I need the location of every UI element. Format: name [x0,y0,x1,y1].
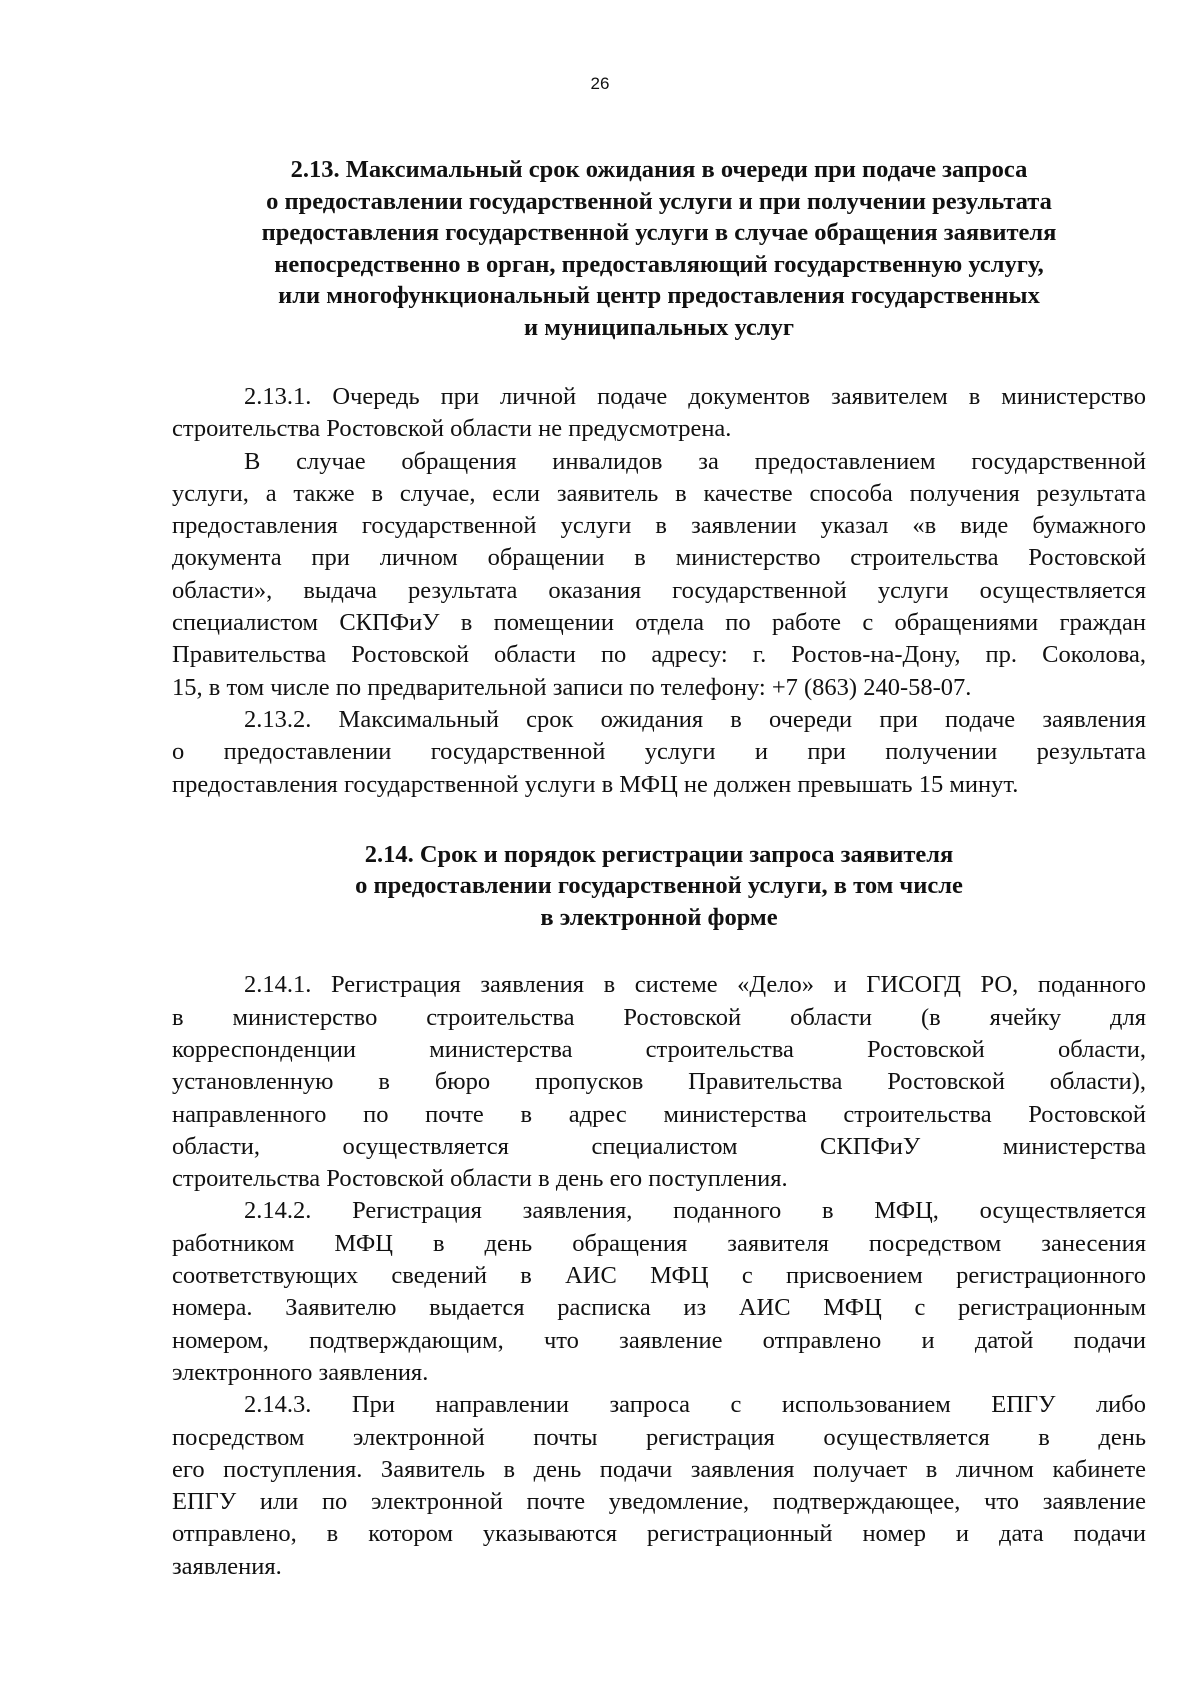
page-number: 26 [590,74,610,93]
text-line: электронного заявления. [172,1358,429,1386]
document-body [172,154,1146,1583]
text-line: заявления. [172,1552,282,1580]
text-line: ЕПГУ или по электронной почте уведомление, подтверждающее, что заявление [172,1488,1146,1516]
section-2-14-heading [172,839,1146,934]
paragraph-disabled-applicants [172,446,1146,704]
text-line: 2.14.1. Регистрация заявления в системе «Дело» и ГИСОГД РО, поданного [244,971,1146,999]
text-line: в министерство строительства Ростовской области (в ячейку для [172,1003,1146,1031]
text-line: предоставления государственной услуги в МФЦ не должен превышать 15 минут. [172,770,1019,798]
text-line: специалистом СКПФиУ в помещении отдела по работе с обращениями граждан [172,609,1146,637]
heading-line: в электронной форме [540,903,778,931]
paragraph-2-14-2 [172,1195,1146,1389]
text-line: посредством электронной почты регистрация осуществляется в день [172,1423,1146,1451]
heading-line: предоставления государственной услуги в случае обращения заявителя [261,219,1057,246]
text-line: 2.14.2. Регистрация заявления, поданного в МФЦ, осуществляется [244,1197,1146,1225]
text-line: Правительства Ростовской области по адресу: г. Ростов-на-Дону, пр. Соколова, [172,641,1146,669]
text-line: предоставления государственной услуги в заявлении указал «в виде бумажного [172,512,1146,540]
heading-line: или многофункциональный центр предоставления государственных [278,282,1040,309]
heading-line: и муниципальных услуг [523,313,795,341]
text-line: номером, подтверждающим, что заявление отправлено и датой подачи [172,1326,1146,1354]
text-line: направленного по почте в адрес министерства строительства Ростовской [172,1100,1146,1128]
paragraph-2-13-2 [172,704,1146,801]
text-line: 2.13.2. Максимальный срок ожидания в очереди при подаче заявления [244,705,1146,733]
text-line: услуги, а также в случае, если заявитель в качестве способа получения результата [172,479,1146,507]
text-line: строительства Ростовской области не предусмотрена. [172,415,732,443]
text-line: работником МФЦ в день обращения заявителя посредством занесения [172,1229,1146,1257]
text-line: корреспонденции министерства строительства Ростовской области, [172,1035,1146,1063]
text-line: 15, в том числе по предварительной записи по телефону: +7 (863) 240-58-07. [172,673,972,701]
text-line: о предоставлении государственной услуги и при получении результата [172,738,1146,766]
section-2-13-heading [172,154,1146,343]
text-line: области», выдача результата оказания государственной услуги осуществляется [172,576,1146,604]
text-line: области, осуществляется специалистом СКПФиУ министерства [172,1132,1146,1160]
text-line: строительства Ростовской области в день его поступления. [172,1165,788,1193]
text-line: соответствующих сведений в АИС МФЦ с присвоением регистрационного [172,1262,1146,1290]
paragraph-2-14-1 [172,969,1146,1195]
text-line: 2.14.3. При направлении запроса с использованием ЕПГУ либо [244,1391,1146,1419]
text-line: В случае обращения инвалидов за предоставлением государственной [244,447,1146,475]
text-line: 2.13.1. Очередь при личной подаче документов заявителем в министерство [244,383,1146,410]
heading-line: 2.13. Максимальный срок ожидания в очереди при подаче запроса [290,156,1028,183]
text-line: документа при личном обращении в министерство строительства Ростовской [172,544,1146,572]
paragraph-2-14-3 [172,1389,1146,1583]
text-line: номера. Заявителю выдается расписка из АИС МФЦ с регистрационным [172,1294,1146,1322]
text-line: установленную в бюро пропусков Правительства Ростовской области), [172,1068,1146,1096]
heading-line: непосредственно в орган, предоставляющий государственную услугу, [274,250,1044,278]
text-line: отправлено, в котором указываются регистрационный номер и дата подачи [172,1520,1146,1548]
heading-line: о предоставлении государственной услуги, в том числе [355,872,963,900]
heading-line: 2.14. Срок и порядок регистрации запроса заявителя [364,840,954,868]
paragraph-2-13-1 [172,381,1146,446]
text-line: его поступления. Заявитель в день подачи заявления получает в личном кабинете [172,1455,1146,1483]
heading-line: о предоставлении государственной услуги и при получении результата [266,187,1052,215]
